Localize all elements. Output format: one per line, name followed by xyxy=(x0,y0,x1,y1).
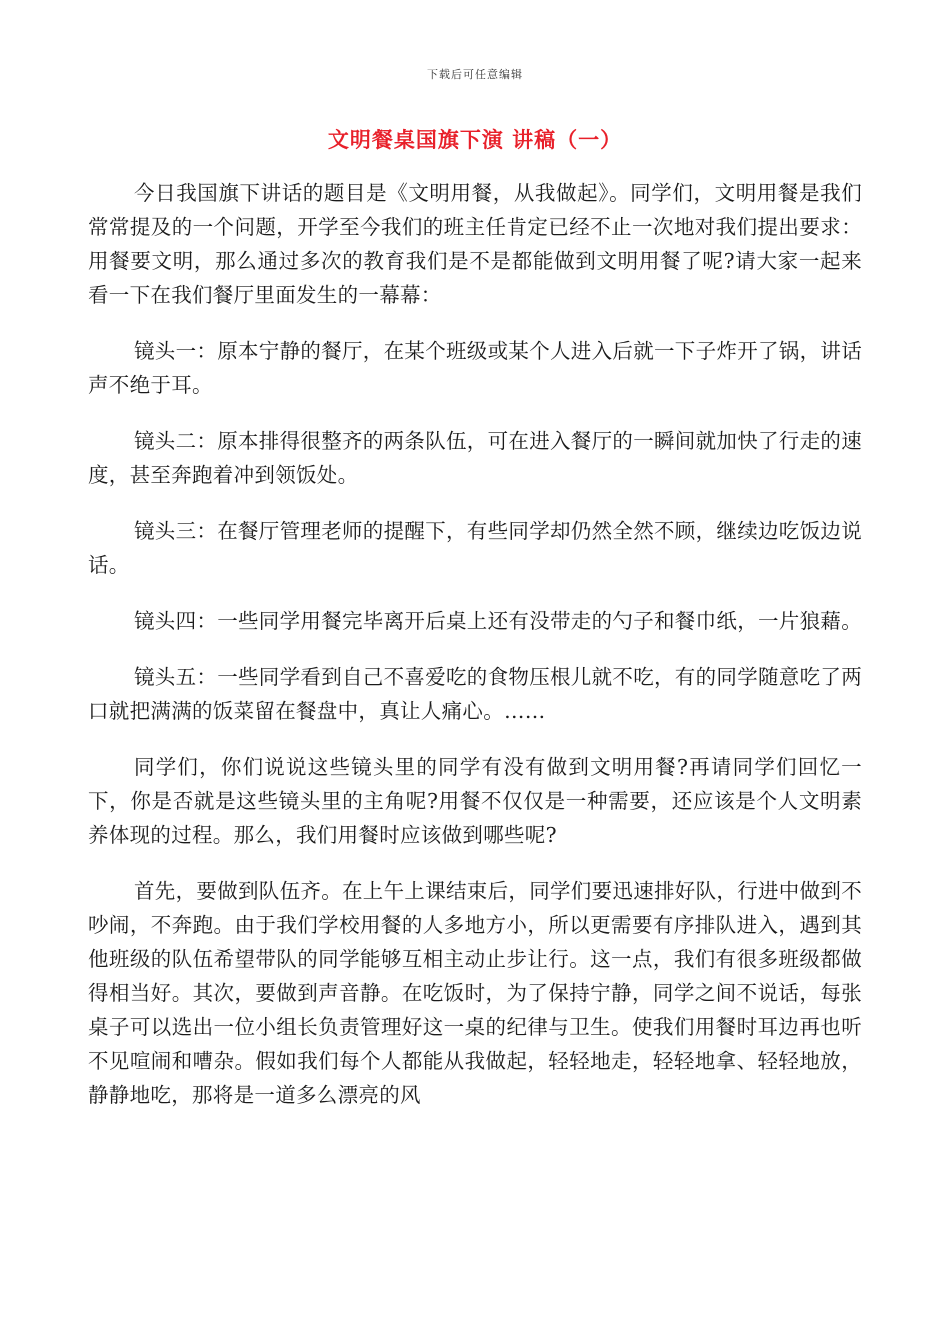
header-note: 下载后可任意编辑 xyxy=(427,68,523,81)
paragraph-scene-4: 镜头四：一些同学用餐完毕离开后桌上还有没带走的勺子和餐巾纸，一片狼藉。 xyxy=(134,609,862,633)
paragraph-reflection: 同学们，你们说说这些镜头里的同学有没有做到文明用餐?再请同学们回忆一下，你是否就是这些镜头里的主角呢?用餐不仅仅是一种需要，还应该是个人文明素养体现的过程。那么，我们用餐时应该做到哪些呢? xyxy=(88,755,862,847)
paragraph-requirements: 首先，要做到队伍齐。在上午上课结束后，同学们要迅速排好队，行进中做到不吵闹，不奔跑。由于我们学校用餐的人多地方小，所以更需要有序排队进入，遇到其他班级的队伍希望带队的同学能够互相主动止步让行。这一点，我们有很多班级都做得相当好。其次，要做到声音静。在吃饭时，为了保持宁静，同学之间不说话，每张桌子可以选出一位小组长负责管理好这一桌的纪律与卫生。使我们用餐时耳边再也听不见喧闹和嘈杂。假如我们每个人都能从我做起，轻轻地走，轻轻地拿、轻轻地放，静静地吃，那将是一道多么漂亮的风 xyxy=(88,879,862,1107)
document-title: 文明餐桌国旗下演 讲稿（一） xyxy=(327,127,623,152)
document-body xyxy=(88,176,862,1134)
paragraph-scene-3: 镜头三：在餐厅管理老师的提醒下，有些同学却仍然全然不顾，继续边吃饭边说话。 xyxy=(88,519,862,577)
paragraph-scene-1: 镜头一：原本宁静的餐厅，在某个班级或某个人进入后就一下子炸开了锅，讲话声不绝于耳。 xyxy=(88,339,862,397)
paragraph-scene-5: 镜头五：一些同学看到自己不喜爱吃的食物压根儿就不吃，有的同学随意吃了两口就把满满的饭菜留在餐盘中，真让人痛心。…… xyxy=(88,665,862,723)
paragraph-scene-2: 镜头二：原本排得很整齐的两条队伍，可在进入餐厅的一瞬间就加快了行走的速度，甚至奔跑着冲到领饭处。 xyxy=(88,429,862,487)
paragraph-intro: 今日我国旗下讲话的题目是《文明用餐，从我做起》。同学们，文明用餐是我们常常提及的一个问题，开学至今我们的班主任肯定已经不止一次地对我们提出要求：用餐要文明，那么通过多次的教育我们是不是都能做到文明用餐了呢?请大家一起来看一下在我们餐厅里面发生的一幕幕： xyxy=(88,181,862,307)
